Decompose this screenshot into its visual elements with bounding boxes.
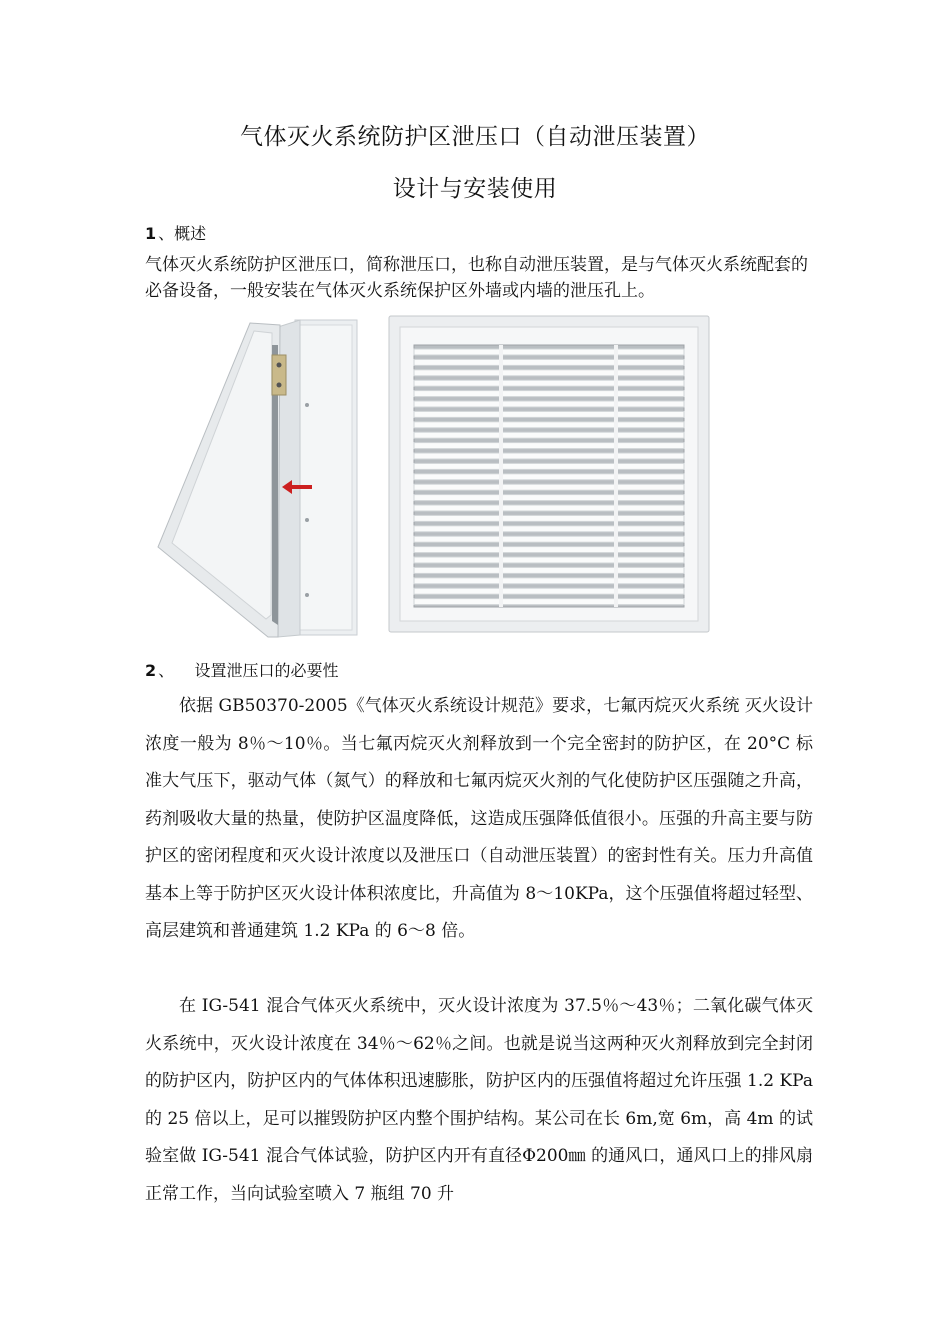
louver-slat (414, 443, 684, 449)
document-title-line1: 气体灭火系统防护区泄压口（自动泄压装置） (240, 124, 710, 150)
louver-slat (414, 567, 684, 573)
louver-slat (414, 391, 684, 397)
louver-slat (414, 515, 684, 521)
louver-slat (414, 422, 684, 428)
louver-slat (414, 505, 684, 511)
louver-slat (414, 599, 684, 605)
louver-slat (414, 370, 684, 376)
section1-number: 1 (145, 224, 157, 243)
louver-slat (414, 463, 684, 469)
louver-slat (414, 411, 684, 417)
louver-slat (414, 547, 684, 553)
section2-label: 、 设置泄压口的必要性 (158, 661, 339, 680)
document-title-line2: 设计与安装使用 (392, 176, 558, 202)
louver-slat (414, 588, 684, 594)
photo-louver-grille (388, 315, 710, 633)
section2-paragraph1: 依据 GB50370-2005《气体灭火系统设计规范》要求，七氟丙烷灭火系统 灭火设计浓度一般为 8％～10％。当七氟丙烷灭火剂释放到一个完全密封的防护区，在 20°C 标准大气压下，驱动气体（氮气）的释放和七氟丙烷灭火剂的气化使防护区压强随之升高，药剂吸收大量的热量，使防护区温度降低，这造成压强降低值很小。压强的升高主要与防护区的密闭程度和灭火设计浓度以及泄压口（自动泄压装置）的密封性有关。压力升高值基本上等于防护区灭火设计体积浓度比，升高值为 8～10KPa，这个压强值将超过轻型、高层建筑和普通建筑 1.2 KPa 的 6～8 倍。 (145, 696, 813, 941)
louver-slat (414, 557, 684, 563)
louver-slat (414, 474, 684, 480)
louver-slat (414, 432, 684, 438)
section1-text: 气体灭火系统防护区泄压口，简称泄压口，也称自动泄压装置，是与气体灭火系统配套的必备设备，一般安装在气体灭火系统保护区外墙或内墙的泄压孔上。 (145, 255, 808, 301)
section2-paragraph2: 在 IG-541 混合气体灭火系统中，灭火设计浓度为 37.5％～43％；二氧化碳气体灭火系统中，灭火设计浓度在 34％～62％之间。也就是说当这两种灭火剂释放到完全封闭的防护区内，防护区内的气体体积迅速膨胀，防护区内的压强值将超过允许压强 1.2 KPa 的 25 倍以上，足可以摧毁防护区内整个围护结构。某公司在长 6m,宽 6m，高 4m 的试验室做 IG-541 混合气体试验，防护区内开有直径Φ200㎜ 的通风口，通风口上的排风扇正常工作，当向试验室喷入 7 瓶组 70 升 (145, 996, 813, 1204)
open-vent-illustration (150, 315, 360, 640)
louver-slat (414, 359, 684, 365)
louver-slat (414, 401, 684, 407)
louver-slat (414, 484, 684, 490)
louver-grille-illustration (388, 315, 710, 633)
louver-slat (414, 578, 684, 584)
louver-slat (414, 526, 684, 532)
louver-slat (414, 349, 684, 355)
section1-label: 、概述 (158, 224, 207, 243)
louver-slat (414, 495, 684, 501)
section1-heading (145, 221, 206, 244)
photo-open-vent (150, 315, 360, 640)
louver-slat (414, 536, 684, 542)
section2-number: 2 (145, 661, 157, 680)
louver-slat (414, 380, 684, 386)
section2-heading (145, 658, 339, 681)
louver-slat (414, 453, 684, 459)
